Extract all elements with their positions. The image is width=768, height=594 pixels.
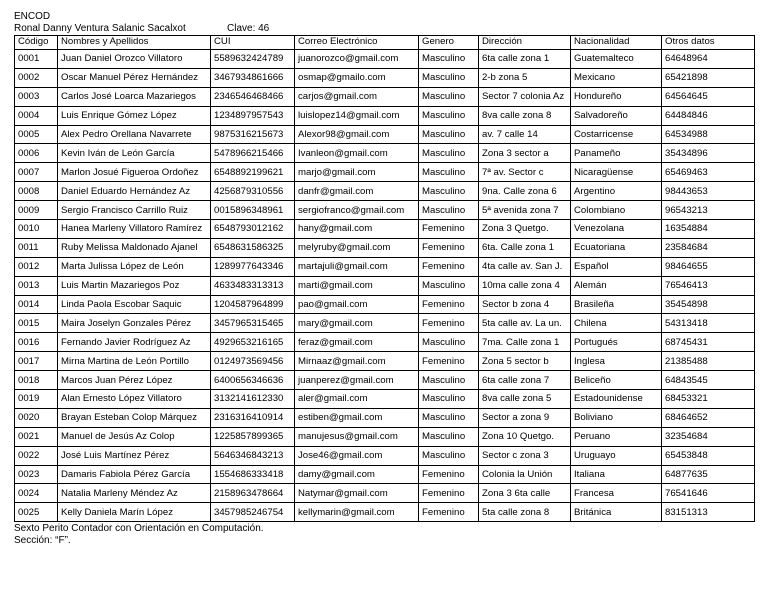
cell-cui: 3457985246754 xyxy=(211,503,295,522)
students-table xyxy=(14,35,755,522)
cell-correo: damy@gmail.com xyxy=(295,465,419,484)
cell-genero: Masculino xyxy=(419,182,479,201)
cell-direccion: Sector c zona 3 xyxy=(479,446,571,465)
cell-nombre: Mirna Martina de León Portillo xyxy=(58,352,211,371)
cell-cui: 6548631586325 xyxy=(211,238,295,257)
cell-correo: osmap@gmailo.com xyxy=(295,68,419,87)
cell-cui: 4256879310556 xyxy=(211,182,295,201)
cell-nacionalidad: Brasileña xyxy=(571,295,662,314)
cell-genero: Masculino xyxy=(419,125,479,144)
table-row xyxy=(15,163,755,182)
cell-cui: 9875316215673 xyxy=(211,125,295,144)
cell-nombre: Juan Daniel Orozco Villatoro xyxy=(58,50,211,69)
cell-direccion: Colonia la Unión xyxy=(479,465,571,484)
cell-otros-datos: 68453321 xyxy=(662,390,755,409)
column-header-codigo: Código xyxy=(15,36,58,50)
cell-codigo: 0017 xyxy=(15,352,58,371)
cell-codigo: 0021 xyxy=(15,427,58,446)
cell-nacionalidad: Beliceño xyxy=(571,371,662,390)
cell-genero: Masculino xyxy=(419,333,479,352)
footer-section: Sección: “F”. xyxy=(14,535,71,547)
cell-direccion: 5ª avenida zona 7 xyxy=(479,201,571,220)
table-row xyxy=(15,408,755,427)
cell-otros-datos: 96543213 xyxy=(662,201,755,220)
table-row xyxy=(15,446,755,465)
cell-genero: Masculino xyxy=(419,390,479,409)
cell-correo: aler@gmail.com xyxy=(295,390,419,409)
cell-genero: Masculino xyxy=(419,68,479,87)
cell-otros-datos: 64564645 xyxy=(662,87,755,106)
cell-nombre: Ruby Melissa Maldonado Ajanel xyxy=(58,238,211,257)
table-row xyxy=(15,238,755,257)
cell-genero: Masculino xyxy=(419,427,479,446)
cell-otros-datos: 68464652 xyxy=(662,408,755,427)
column-header-cui: CUI xyxy=(211,36,295,50)
cell-cui: 4633483313313 xyxy=(211,276,295,295)
cell-otros-datos: 16354884 xyxy=(662,220,755,239)
cell-genero: Masculino xyxy=(419,106,479,125)
cell-cui: 1204587964899 xyxy=(211,295,295,314)
cell-nacionalidad: Italiana xyxy=(571,465,662,484)
cell-direccion: 6ta calle zona 7 xyxy=(479,371,571,390)
cell-direccion: 10ma calle zona 4 xyxy=(479,276,571,295)
cell-nacionalidad: Británica xyxy=(571,503,662,522)
cell-nombre: Carlos José Loarca Mazariegos xyxy=(58,87,211,106)
cell-otros-datos: 76546413 xyxy=(662,276,755,295)
cell-nombre: Kelly Daniela Marín López xyxy=(58,503,211,522)
cell-genero: Femenino xyxy=(419,465,479,484)
cell-codigo: 0020 xyxy=(15,408,58,427)
cell-direccion: av. 7 calle 14 xyxy=(479,125,571,144)
cell-genero: Masculino xyxy=(419,163,479,182)
footer-course: Sexto Perito Contador con Orientación en Computación. xyxy=(14,523,264,535)
cell-nacionalidad: Estadounidense xyxy=(571,390,662,409)
cell-direccion: 7ª av. Sector c xyxy=(479,163,571,182)
cell-genero: Masculino xyxy=(419,201,479,220)
cell-correo: hany@gmail.com xyxy=(295,220,419,239)
cell-otros-datos: 64534988 xyxy=(662,125,755,144)
cell-nacionalidad: Venezolana xyxy=(571,220,662,239)
cell-genero: Masculino xyxy=(419,276,479,295)
cell-genero: Masculino xyxy=(419,408,479,427)
cell-nombre: Sergio Francisco Carrillo Ruiz xyxy=(58,201,211,220)
cell-otros-datos: 64648964 xyxy=(662,50,755,69)
cell-nombre: Marta Julissa López de León xyxy=(58,257,211,276)
cell-codigo: 0010 xyxy=(15,220,58,239)
cell-cui: 1289977643346 xyxy=(211,257,295,276)
cell-direccion: Sector a zona 9 xyxy=(479,408,571,427)
cell-codigo: 0011 xyxy=(15,238,58,257)
cell-correo: manujesus@gmail.com xyxy=(295,427,419,446)
cell-codigo: 0008 xyxy=(15,182,58,201)
cell-direccion: 8va calle zona 8 xyxy=(479,106,571,125)
cell-nacionalidad: Panameño xyxy=(571,144,662,163)
cell-nacionalidad: Alemán xyxy=(571,276,662,295)
cell-nacionalidad: Mexicano xyxy=(571,68,662,87)
table-header-row xyxy=(15,36,755,50)
cell-direccion: Zona 3 sector a xyxy=(479,144,571,163)
cell-nombre: Maira Joselyn Gonzales Pérez xyxy=(58,314,211,333)
cell-nombre: Oscar Manuel Pérez Hernández xyxy=(58,68,211,87)
cell-nombre: Marlon Josué Figueroa Ordoñez xyxy=(58,163,211,182)
cell-codigo: 0006 xyxy=(15,144,58,163)
cell-cui: 3467934861666 xyxy=(211,68,295,87)
cell-nombre: Luis Enrique Gómez López xyxy=(58,106,211,125)
cell-nacionalidad: Peruano xyxy=(571,427,662,446)
table-row xyxy=(15,484,755,503)
cell-cui: 0124973569456 xyxy=(211,352,295,371)
cell-otros-datos: 64843545 xyxy=(662,371,755,390)
column-header-nacionalidad: Nacionalidad xyxy=(571,36,662,50)
cell-otros-datos: 64484846 xyxy=(662,106,755,125)
column-header-genero: Genero xyxy=(419,36,479,50)
student-name: Ronal Danny Ventura Salanic Sacalxot xyxy=(14,23,186,34)
cell-correo: Jose46@gmail.com xyxy=(295,446,419,465)
cell-correo: Mirnaaz@gmail.com xyxy=(295,352,419,371)
cell-codigo: 0009 xyxy=(15,201,58,220)
cell-cui: 1234897957543 xyxy=(211,106,295,125)
document-page xyxy=(14,11,754,547)
cell-nacionalidad: Argentino xyxy=(571,182,662,201)
cell-direccion: 8va calle zona 5 xyxy=(479,390,571,409)
cell-nacionalidad: Portugués xyxy=(571,333,662,352)
table-row xyxy=(15,50,755,69)
cell-codigo: 0007 xyxy=(15,163,58,182)
cell-genero: Femenino xyxy=(419,220,479,239)
cell-correo: martajuli@gmail.com xyxy=(295,257,419,276)
cell-cui: 5646346843213 xyxy=(211,446,295,465)
cell-correo: juanperez@gmail.com xyxy=(295,371,419,390)
cell-cui: 5478966215466 xyxy=(211,144,295,163)
cell-correo: luislopez14@gmail.com xyxy=(295,106,419,125)
cell-nacionalidad: Español xyxy=(571,257,662,276)
table-row xyxy=(15,87,755,106)
cell-direccion: Zona 10 Quetgo. xyxy=(479,427,571,446)
cell-direccion: Sector b zona 4 xyxy=(479,295,571,314)
cell-genero: Femenino xyxy=(419,484,479,503)
cell-direccion: 6ta calle zona 1 xyxy=(479,50,571,69)
cell-nombre: Alex Pedro Orellana Navarrete xyxy=(58,125,211,144)
cell-otros-datos: 65453848 xyxy=(662,446,755,465)
cell-nombre: Hanea Marleny Villatoro Ramírez xyxy=(58,220,211,239)
cell-correo: sergiofranco@gmail.com xyxy=(295,201,419,220)
cell-codigo: 0025 xyxy=(15,503,58,522)
cell-nombre: Natalia Marleny Méndez Az xyxy=(58,484,211,503)
cell-codigo: 0003 xyxy=(15,87,58,106)
cell-genero: Masculino xyxy=(419,371,479,390)
cell-correo: marti@gmail.com xyxy=(295,276,419,295)
cell-direccion: Sector 7 colonia Az xyxy=(479,87,571,106)
cell-nacionalidad: Colombiano xyxy=(571,201,662,220)
cell-nacionalidad: Chilena xyxy=(571,314,662,333)
cell-direccion: 2-b zona 5 xyxy=(479,68,571,87)
column-header-direccion: Dirección xyxy=(479,36,571,50)
cell-nacionalidad: Costarricense xyxy=(571,125,662,144)
cell-otros-datos: 32354684 xyxy=(662,427,755,446)
cell-direccion: Zona 3 6ta calle xyxy=(479,484,571,503)
table-row xyxy=(15,465,755,484)
column-header-nombres: Nombres y Apellidos xyxy=(58,36,211,50)
cell-correo: feraz@gmail.com xyxy=(295,333,419,352)
table-row xyxy=(15,295,755,314)
column-header-otros-datos: Otros datos xyxy=(662,36,755,50)
cell-correo: Natymar@gmail.com xyxy=(295,484,419,503)
cell-direccion: Zona 5 sector b xyxy=(479,352,571,371)
cell-genero: Masculino xyxy=(419,87,479,106)
cell-cui: 6548793012162 xyxy=(211,220,295,239)
cell-cui: 5589632424789 xyxy=(211,50,295,69)
table-body xyxy=(15,50,755,522)
cell-nacionalidad: Guatemalteco xyxy=(571,50,662,69)
table-row xyxy=(15,352,755,371)
cell-nombre: Daniel Eduardo Hernández Az xyxy=(58,182,211,201)
cell-cui: 4929653216165 xyxy=(211,333,295,352)
cell-direccion: 9na. Calle zona 6 xyxy=(479,182,571,201)
cell-cui: 3132141612330 xyxy=(211,390,295,409)
table-row xyxy=(15,333,755,352)
cell-correo: Ivanleon@gmail.com xyxy=(295,144,419,163)
cell-direccion: 5ta calle zona 8 xyxy=(479,503,571,522)
cell-cui: 1225857899365 xyxy=(211,427,295,446)
cell-nombre: Linda Paola Escobar Saquic xyxy=(58,295,211,314)
table-row xyxy=(15,257,755,276)
cell-cui: 6548892199621 xyxy=(211,163,295,182)
cell-otros-datos: 98464655 xyxy=(662,257,755,276)
header-info xyxy=(14,23,754,35)
cell-nombre: Luis Martin Mazariegos Poz xyxy=(58,276,211,295)
cell-correo: juanorozco@gmail.com xyxy=(295,50,419,69)
table-row xyxy=(15,220,755,239)
table-row xyxy=(15,106,755,125)
cell-codigo: 0022 xyxy=(15,446,58,465)
table-row xyxy=(15,182,755,201)
cell-direccion: 6ta. Calle zona 1 xyxy=(479,238,571,257)
cell-otros-datos: 83151313 xyxy=(662,503,755,522)
cell-genero: Masculino xyxy=(419,50,479,69)
cell-nacionalidad: Inglesa xyxy=(571,352,662,371)
cell-nacionalidad: Ecuatoriana xyxy=(571,238,662,257)
cell-otros-datos: 68745431 xyxy=(662,333,755,352)
cell-otros-datos: 65421898 xyxy=(662,68,755,87)
table-row xyxy=(15,503,755,522)
cell-nombre: Marcos Juan Pérez López xyxy=(58,371,211,390)
table-row xyxy=(15,314,755,333)
cell-codigo: 0015 xyxy=(15,314,58,333)
cell-nombre: Fernando Javier Rodríguez Az xyxy=(58,333,211,352)
cell-codigo: 0016 xyxy=(15,333,58,352)
cell-codigo: 0002 xyxy=(15,68,58,87)
cell-cui: 2346546468466 xyxy=(211,87,295,106)
cell-otros-datos: 54313418 xyxy=(662,314,755,333)
table-row xyxy=(15,144,755,163)
cell-codigo: 0024 xyxy=(15,484,58,503)
cell-correo: melyruby@gmail.com xyxy=(295,238,419,257)
cell-otros-datos: 35454898 xyxy=(662,295,755,314)
cell-genero: Masculino xyxy=(419,144,479,163)
cell-nombre: José Luis Martínez Pérez xyxy=(58,446,211,465)
cell-codigo: 0018 xyxy=(15,371,58,390)
cell-nacionalidad: Nicaragüense xyxy=(571,163,662,182)
table-row xyxy=(15,371,755,390)
cell-cui: 3457965315465 xyxy=(211,314,295,333)
cell-cui: 0015896348961 xyxy=(211,201,295,220)
cell-genero: Femenino xyxy=(419,238,479,257)
cell-correo: estiben@gmail.com xyxy=(295,408,419,427)
cell-correo: Alexor98@gmail.com xyxy=(295,125,419,144)
document-title: ENCOD xyxy=(14,11,51,22)
cell-otros-datos: 64877635 xyxy=(662,465,755,484)
column-header-correo: Correo Electrónico xyxy=(295,36,419,50)
cell-direccion: Zona 3 Quetgo. xyxy=(479,220,571,239)
cell-otros-datos: 76541646 xyxy=(662,484,755,503)
cell-codigo: 0013 xyxy=(15,276,58,295)
cell-codigo: 0001 xyxy=(15,50,58,69)
cell-correo: marjo@gmail.com xyxy=(295,163,419,182)
cell-direccion: 5ta calle av. La un. xyxy=(479,314,571,333)
cell-nombre: Damaris Fabiola Pérez García xyxy=(58,465,211,484)
cell-correo: pao@gmail.com xyxy=(295,295,419,314)
cell-correo: danfr@gmail.com xyxy=(295,182,419,201)
cell-otros-datos: 98443653 xyxy=(662,182,755,201)
cell-codigo: 0014 xyxy=(15,295,58,314)
cell-otros-datos: 21385488 xyxy=(662,352,755,371)
cell-genero: Femenino xyxy=(419,314,479,333)
cell-otros-datos: 65469463 xyxy=(662,163,755,182)
cell-nombre: Kevin Iván de León García xyxy=(58,144,211,163)
cell-codigo: 0004 xyxy=(15,106,58,125)
cell-direccion: 7ma. Calle zona 1 xyxy=(479,333,571,352)
table-row xyxy=(15,276,755,295)
cell-nombre: Brayan Esteban Colop Márquez xyxy=(58,408,211,427)
table-row xyxy=(15,390,755,409)
table-row xyxy=(15,427,755,446)
cell-nacionalidad: Salvadoreño xyxy=(571,106,662,125)
cell-cui: 2316316410914 xyxy=(211,408,295,427)
cell-nacionalidad: Francesa xyxy=(571,484,662,503)
cell-genero: Masculino xyxy=(419,446,479,465)
cell-correo: kellymarin@gmail.com xyxy=(295,503,419,522)
cell-nacionalidad: Hondureño xyxy=(571,87,662,106)
cell-genero: Femenino xyxy=(419,295,479,314)
cell-nacionalidad: Uruguayo xyxy=(571,446,662,465)
cell-nombre: Manuel de Jesús Az Colop xyxy=(58,427,211,446)
clave-label: Clave: 46 xyxy=(227,23,270,34)
table-row xyxy=(15,201,755,220)
table-row xyxy=(15,68,755,87)
cell-codigo: 0023 xyxy=(15,465,58,484)
cell-direccion: 4ta calle av. San J. xyxy=(479,257,571,276)
cell-cui: 6400656346636 xyxy=(211,371,295,390)
cell-cui: 2158963478664 xyxy=(211,484,295,503)
cell-correo: carjos@gmail.com xyxy=(295,87,419,106)
cell-genero: Femenino xyxy=(419,352,479,371)
cell-cui: 1554686333418 xyxy=(211,465,295,484)
table-row xyxy=(15,125,755,144)
cell-otros-datos: 35434896 xyxy=(662,144,755,163)
cell-nacionalidad: Boliviano xyxy=(571,408,662,427)
cell-genero: Femenino xyxy=(419,257,479,276)
cell-codigo: 0005 xyxy=(15,125,58,144)
cell-correo: mary@gmail.com xyxy=(295,314,419,333)
cell-codigo: 0019 xyxy=(15,390,58,409)
cell-nombre: Alan Ernesto López Villatoro xyxy=(58,390,211,409)
cell-genero: Femenino xyxy=(419,503,479,522)
cell-otros-datos: 23584684 xyxy=(662,238,755,257)
cell-codigo: 0012 xyxy=(15,257,58,276)
